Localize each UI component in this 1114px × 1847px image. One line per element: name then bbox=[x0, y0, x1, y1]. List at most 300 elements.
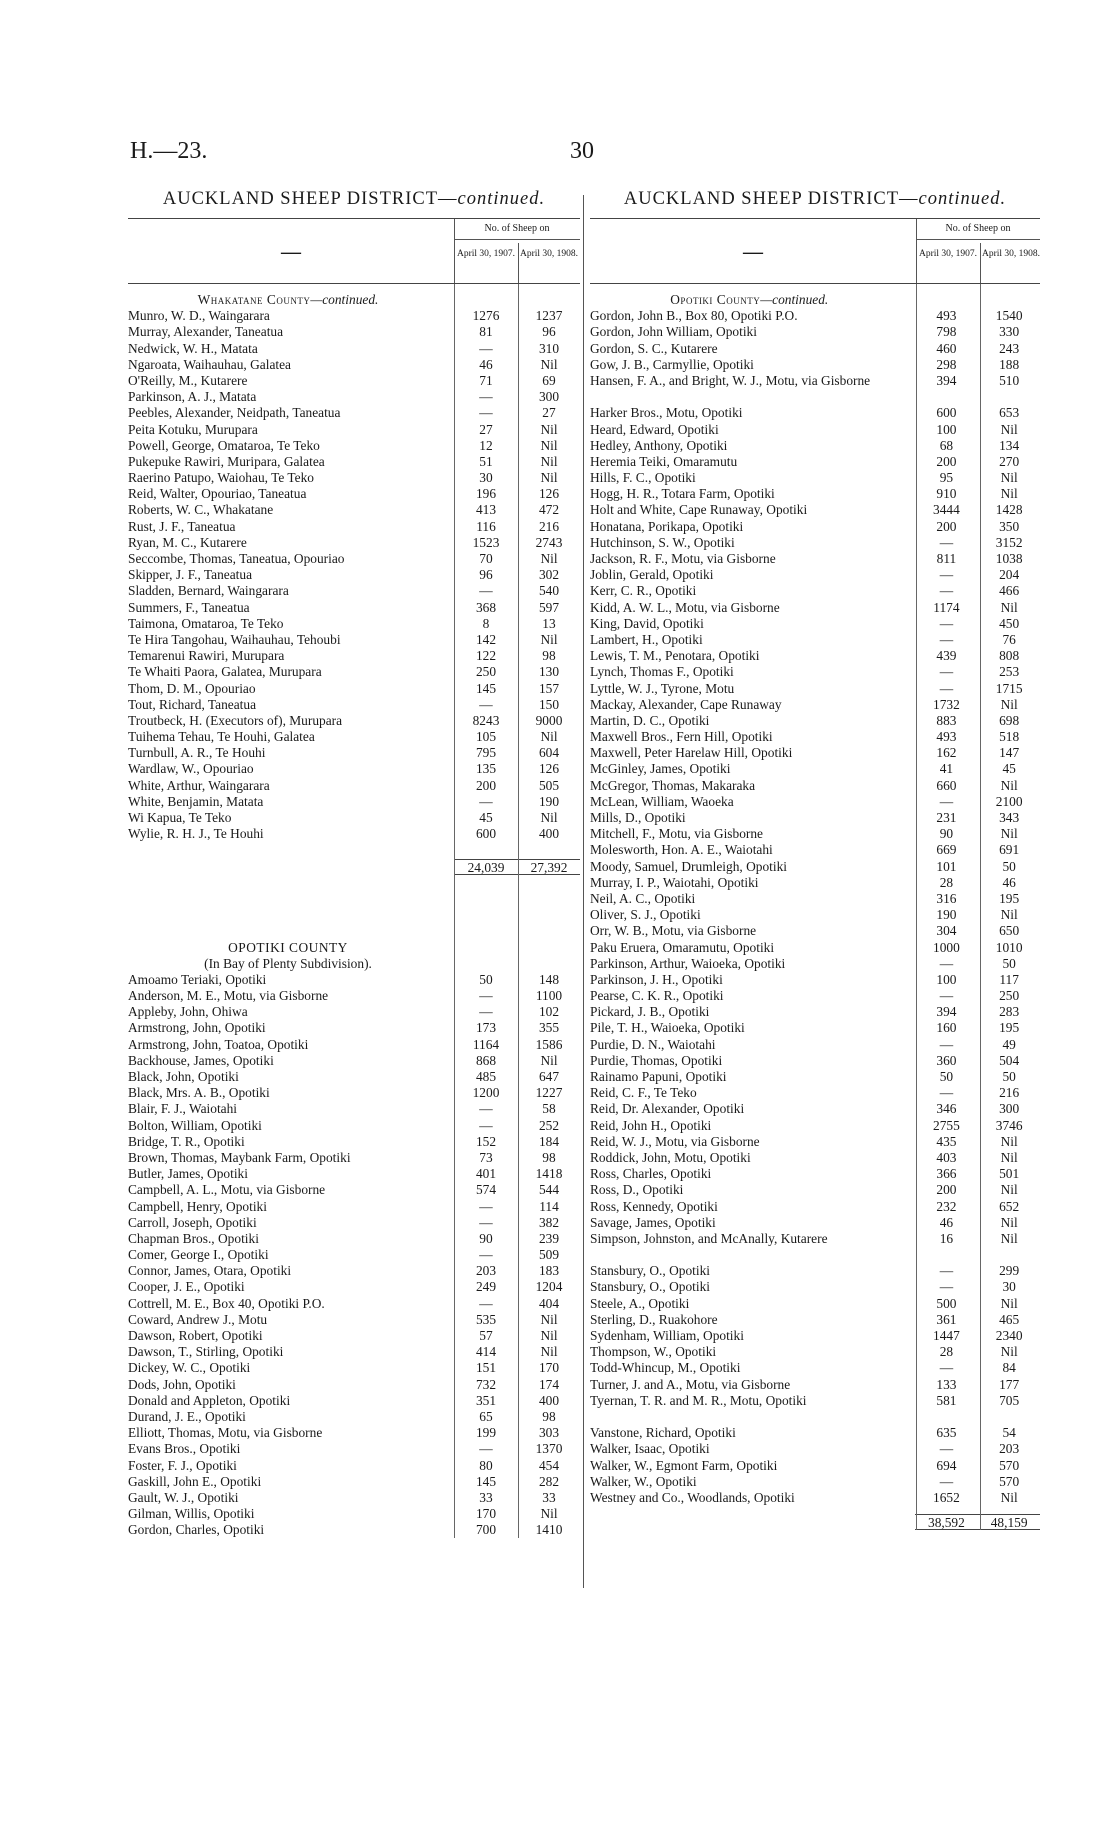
table-row bbox=[128, 502, 580, 518]
sheep-1907: 798 bbox=[936, 324, 957, 340]
owner-name: Sladden, Bernard, Waingarara bbox=[128, 583, 289, 599]
table-row bbox=[590, 1360, 1040, 1376]
table-row bbox=[590, 422, 1040, 438]
table-row bbox=[128, 1409, 580, 1425]
sheep-1908: Nil bbox=[1000, 1344, 1018, 1360]
sheep-1907: — bbox=[939, 567, 954, 583]
table-row bbox=[128, 1247, 580, 1263]
table-row bbox=[590, 1490, 1040, 1506]
sheep-1907: 68 bbox=[939, 437, 954, 453]
sheep-1907: 135 bbox=[475, 761, 497, 777]
table-row bbox=[128, 761, 580, 777]
table-row bbox=[128, 1393, 580, 1409]
sheep-1908: 46 bbox=[1002, 874, 1016, 890]
sheep-1908: Nil bbox=[1000, 1149, 1018, 1165]
sheep-1908: 1038 bbox=[995, 551, 1023, 567]
owner-name: Gilman, Willis, Opotiki bbox=[128, 1506, 255, 1522]
sheep-1908: 183 bbox=[538, 1263, 560, 1279]
sheep-1907: 173 bbox=[475, 1020, 497, 1036]
table-row bbox=[128, 988, 580, 1004]
sheep-1907: 133 bbox=[936, 1376, 957, 1392]
owner-name: Martin, D. C., Opotiki bbox=[590, 712, 710, 728]
sheep-1908: 30 bbox=[1002, 1279, 1016, 1295]
owner-name: Heremia Teiki, Omaramutu bbox=[590, 453, 738, 469]
table-row bbox=[128, 1296, 580, 1312]
county-total: 38,592 48,159 bbox=[590, 1514, 1040, 1530]
owner-name: Anderson, M. E., Motu, via Gisborne bbox=[128, 988, 329, 1004]
table-row bbox=[590, 681, 1040, 697]
owner-name: Raerino Patupo, Waiohau, Te Teko bbox=[128, 470, 314, 486]
owner-name: Seccombe, Thomas, Taneatua, Opouriao bbox=[128, 551, 345, 566]
sheep-1908: Nil bbox=[540, 421, 558, 437]
sheep-1908: 9000 bbox=[535, 712, 563, 728]
owner-name: White, Arthur, Waingarara bbox=[128, 777, 270, 793]
owner-name: Molesworth, Hon. A. E., Waiotahi bbox=[590, 842, 773, 858]
sheep-1907: 95 bbox=[939, 470, 954, 486]
table-row bbox=[128, 1150, 580, 1166]
sheep-1907: — bbox=[939, 955, 954, 971]
table-row bbox=[128, 745, 580, 761]
table-row bbox=[128, 1037, 580, 1053]
sheep-1907: — bbox=[939, 664, 954, 680]
sheep-1907: — bbox=[939, 583, 954, 599]
table-row bbox=[590, 794, 1040, 810]
sheep-1907: 71 bbox=[479, 372, 493, 388]
owner-name: Murray, I. P., Waiotahi, Opotiki bbox=[590, 874, 759, 890]
sheep-1908: 157 bbox=[538, 680, 560, 696]
table-row bbox=[128, 826, 580, 842]
owner-name: Ngaroata, Waihauhau, Galatea bbox=[128, 356, 292, 372]
table-row bbox=[590, 648, 1040, 664]
table-row bbox=[590, 616, 1040, 632]
sheep-1908: Nil bbox=[540, 356, 558, 372]
table-row bbox=[128, 1004, 580, 1020]
sheep-1908: Nil bbox=[540, 810, 558, 825]
owner-name: Wardlaw, W., Opouriao bbox=[128, 761, 254, 777]
sheep-1908: 570 bbox=[999, 1473, 1020, 1489]
sheep-1908: 216 bbox=[999, 1085, 1020, 1101]
sheep-1908: 27 bbox=[542, 405, 556, 421]
sheep-1907: 669 bbox=[936, 842, 957, 858]
table-row bbox=[128, 1166, 580, 1182]
table-row bbox=[128, 1215, 580, 1231]
sheep-1907: 101 bbox=[936, 858, 957, 874]
sheep-1908: 50 bbox=[1002, 955, 1016, 971]
sheep-1908: 350 bbox=[999, 518, 1020, 534]
owner-name: King, David, Opotiki bbox=[590, 615, 704, 631]
sheep-1908: 45 bbox=[1002, 761, 1016, 777]
owner-name: Thompson, W., Opotiki bbox=[590, 1344, 717, 1360]
sheep-1907: 795 bbox=[475, 745, 497, 761]
sheep-1908: 50 bbox=[1002, 858, 1016, 874]
sheep-1908: 1540 bbox=[995, 308, 1023, 324]
sheep-1908: 117 bbox=[999, 971, 1019, 987]
table-row bbox=[590, 1344, 1040, 1360]
owner-name: Turner, J. and A., Motu, via Gisborne bbox=[590, 1376, 791, 1392]
sheep-1908: 69 bbox=[542, 372, 556, 388]
sheep-1908: Nil bbox=[1000, 907, 1018, 923]
sheep-1908: 652 bbox=[999, 1198, 1020, 1214]
owner-name: Amoamo Teriaki, Opotiki bbox=[128, 971, 267, 987]
sheep-1907: 868 bbox=[475, 1052, 497, 1068]
sheep-1908: 400 bbox=[538, 1392, 560, 1408]
sheep-1907: — bbox=[479, 1101, 493, 1117]
sheep-1907: 460 bbox=[936, 340, 957, 356]
table-row bbox=[590, 1101, 1040, 1117]
sheep-1908: 300 bbox=[538, 389, 560, 405]
table-row bbox=[128, 697, 580, 713]
sheep-1908: Nil bbox=[540, 551, 558, 566]
sheep-1907: — bbox=[479, 583, 493, 599]
sheep-1908: 2100 bbox=[995, 793, 1023, 809]
owner-name: Te Whaiti Paora, Galatea, Murupara bbox=[128, 664, 322, 680]
table-row bbox=[128, 1458, 580, 1474]
sheep-1908: 465 bbox=[999, 1311, 1020, 1327]
owner-name: Kerr, C. R., Opotiki bbox=[590, 583, 697, 599]
sheep-1908: 597 bbox=[538, 599, 560, 615]
sheep-1907: — bbox=[939, 1279, 954, 1295]
table-row bbox=[128, 583, 580, 599]
sheep-1908: 450 bbox=[999, 615, 1020, 631]
sheep-1907: 1447 bbox=[933, 1328, 960, 1344]
sheep-1907: 122 bbox=[475, 648, 497, 664]
table-row bbox=[128, 600, 580, 616]
left-section-title: AUCKLAND SHEEP DISTRICT—continued. bbox=[162, 189, 546, 209]
sheep-1907: 600 bbox=[936, 405, 957, 421]
owner-name: Purdie, D. N., Waiotahi bbox=[590, 1036, 716, 1052]
sheep-1907: 401 bbox=[475, 1166, 497, 1182]
owner-name: Reid, John H., Opotiki bbox=[590, 1117, 712, 1133]
sheep-1907: 414 bbox=[475, 1344, 497, 1360]
table-row bbox=[590, 1199, 1040, 1215]
table-row bbox=[590, 1328, 1040, 1344]
owner-name: Gault, W. J., Opotiki bbox=[128, 1489, 239, 1505]
table-row bbox=[128, 373, 580, 389]
sheep-1907: — bbox=[479, 1117, 493, 1133]
owner-name: Sterling, D., Ruakohore bbox=[590, 1311, 718, 1327]
owner-name: Durand, J. E., Opotiki bbox=[128, 1408, 246, 1424]
table-row bbox=[590, 923, 1040, 939]
sheep-1908: 1010 bbox=[995, 939, 1023, 955]
owner-name: Todd-Whincup, M., Opotiki bbox=[590, 1360, 741, 1376]
sheep-1908: 252 bbox=[538, 1117, 560, 1133]
sheep-1908: 1100 bbox=[535, 988, 563, 1004]
table-row bbox=[590, 1458, 1040, 1474]
sheep-1907: 73 bbox=[479, 1149, 493, 1165]
sheep-1907: 346 bbox=[936, 1101, 957, 1117]
table-row bbox=[590, 859, 1040, 875]
owner-name: Murray, Alexander, Taneatua bbox=[128, 324, 284, 340]
table-row bbox=[590, 551, 1040, 567]
table-row bbox=[590, 1296, 1040, 1312]
table-row bbox=[590, 1215, 1040, 1231]
table-row bbox=[590, 1279, 1040, 1295]
owner-name: Jackson, R. F., Motu, via Gisborne bbox=[590, 551, 776, 567]
sheep-1908: 54 bbox=[1002, 1425, 1016, 1441]
page-number: 30 bbox=[570, 138, 594, 164]
sheep-1907: — bbox=[479, 1441, 493, 1457]
sheep-1907: 96 bbox=[479, 567, 493, 583]
sheep-1908: 540 bbox=[538, 583, 560, 599]
owner-name: Coward, Andrew J., Motu bbox=[128, 1311, 268, 1327]
owner-name: Appleby, John, Ohiwa bbox=[128, 1004, 248, 1020]
sheep-1908: 300 bbox=[999, 1101, 1020, 1117]
sheep-1908: 216 bbox=[538, 518, 560, 534]
sheep-1907: 90 bbox=[939, 826, 954, 842]
sheep-1907: 41 bbox=[939, 761, 954, 777]
sheep-1907: 160 bbox=[936, 1020, 957, 1036]
sheep-1908: Nil bbox=[540, 1506, 558, 1522]
sheep-1907: — bbox=[479, 988, 493, 1004]
sheep-1908: Nil bbox=[1000, 1489, 1018, 1505]
sheep-1907: 1164 bbox=[472, 1036, 500, 1052]
sheep-1907: 199 bbox=[475, 1425, 497, 1441]
sheep-1907: 50 bbox=[479, 971, 493, 987]
sheep-1907: 28 bbox=[939, 874, 954, 890]
table-row bbox=[590, 1037, 1040, 1053]
owner-name: Blair, F. J., Waiotahi bbox=[128, 1101, 238, 1117]
table-row bbox=[128, 357, 580, 373]
sheep-1907: — bbox=[939, 1085, 954, 1101]
owner-name: Peita Kotuku, Murupara bbox=[128, 421, 258, 437]
sheep-1908: 147 bbox=[999, 745, 1020, 761]
table-row bbox=[590, 519, 1040, 535]
table-row bbox=[590, 1393, 1040, 1425]
sheep-1907: 45 bbox=[479, 810, 493, 825]
table-row bbox=[590, 778, 1040, 794]
table-row bbox=[128, 1020, 580, 1036]
sheep-1907: — bbox=[939, 1473, 954, 1489]
sheep-1907: — bbox=[479, 1214, 493, 1230]
table-row bbox=[128, 438, 580, 454]
sheep-1908: 466 bbox=[999, 583, 1020, 599]
owner-name: Tuihema Tehau, Te Houhi, Galatea bbox=[128, 729, 315, 745]
owner-name: Mitchell, F., Motu, via Gisborne bbox=[590, 826, 763, 842]
sheep-1907: 80 bbox=[479, 1457, 493, 1473]
sheep-1907: 1523 bbox=[472, 534, 500, 550]
sheep-1907: 105 bbox=[475, 729, 497, 745]
owner-name: Black, John, Opotiki bbox=[128, 1069, 239, 1084]
table-row bbox=[590, 324, 1040, 340]
sheep-1908: 253 bbox=[999, 664, 1020, 680]
sheep-1907: 57 bbox=[479, 1328, 493, 1343]
table-row bbox=[590, 405, 1040, 421]
sheep-1907: 152 bbox=[475, 1133, 497, 1149]
sheep-1908: 184 bbox=[538, 1133, 560, 1149]
table-row bbox=[128, 1441, 580, 1457]
sheep-1907: 200 bbox=[936, 453, 957, 469]
owner-name: Dawson, Robert, Opotiki bbox=[128, 1328, 263, 1343]
owner-name: Pearse, C. K. R., Opotiki bbox=[590, 988, 724, 1004]
sheep-1908: 126 bbox=[538, 486, 560, 502]
table-row bbox=[128, 1425, 580, 1441]
owner-name: Hutchinson, S. W., Opotiki bbox=[590, 534, 735, 550]
sheep-1907: 1652 bbox=[933, 1489, 960, 1505]
owner-name: Hedley, Anthony, Opotiki bbox=[590, 437, 728, 453]
sheep-1908: Nil bbox=[540, 437, 558, 453]
sheep-1908: 2340 bbox=[995, 1328, 1023, 1344]
table-row bbox=[128, 681, 580, 697]
sheep-1907: 51 bbox=[479, 453, 493, 469]
owner-name: Hills, F. C., Opotiki bbox=[590, 470, 696, 486]
table-row bbox=[590, 729, 1040, 745]
header-dash: — bbox=[743, 241, 763, 263]
county-subheading: (In Bay of Plenty Subdivision). bbox=[204, 955, 372, 971]
table-row bbox=[590, 907, 1040, 923]
sheep-1908: 1586 bbox=[535, 1036, 563, 1052]
sheep-1908: 404 bbox=[538, 1295, 560, 1311]
left-table-header bbox=[128, 218, 580, 284]
sheep-1908: 190 bbox=[538, 793, 560, 809]
owner-name: Butler, James, Opotiki bbox=[128, 1166, 248, 1182]
owner-name: Backhouse, James, Opotiki bbox=[128, 1052, 274, 1068]
sheep-1907: 500 bbox=[936, 1295, 957, 1311]
table-row bbox=[128, 1118, 580, 1134]
sheep-1907: 1000 bbox=[933, 939, 960, 955]
sheep-1908: Nil bbox=[1000, 1295, 1018, 1311]
owner-name: Cooper, J. E., Opotiki bbox=[128, 1279, 245, 1295]
sheep-1908: 239 bbox=[538, 1230, 560, 1246]
owner-name: Black, Mrs. A. B., Opotiki bbox=[128, 1085, 270, 1101]
sheep-1908: Nil bbox=[540, 470, 558, 486]
sheep-1908: 330 bbox=[999, 324, 1020, 340]
sheep-1908: 148 bbox=[538, 971, 560, 987]
owner-name: Brown, Thomas, Maybank Farm, Opotiki bbox=[128, 1149, 351, 1165]
table-row bbox=[128, 551, 580, 567]
sheep-1907: 1732 bbox=[933, 696, 960, 712]
owner-name: Orr, W. B., Motu, via Gisborne bbox=[590, 923, 757, 939]
sheep-1908: 400 bbox=[538, 826, 560, 842]
owner-name: Temarenui Rawiri, Murupara bbox=[128, 648, 285, 664]
owner-name: Roberts, W. C., Whakatane bbox=[128, 502, 274, 518]
sheep-1908: 653 bbox=[999, 405, 1020, 421]
owner-name: Peebles, Alexander, Neidpath, Taneatua bbox=[128, 405, 341, 421]
sheep-1907: 8 bbox=[482, 615, 490, 631]
owner-name: Maxwell Bros., Fern Hill, Opotiki bbox=[590, 729, 773, 745]
sheep-1907: — bbox=[479, 405, 493, 421]
table-row bbox=[590, 745, 1040, 761]
table-row bbox=[128, 1344, 580, 1360]
owner-name: White, Benjamin, Matata bbox=[128, 793, 264, 809]
sheep-1907: 535 bbox=[475, 1311, 497, 1327]
table-row bbox=[128, 1101, 580, 1117]
owner-name: Mackay, Alexander, Cape Runaway bbox=[590, 696, 782, 712]
owner-name: Comer, George I., Opotiki bbox=[128, 1247, 269, 1263]
sheep-1907: 1200 bbox=[472, 1085, 500, 1101]
table-row bbox=[128, 729, 580, 745]
owner-name: Evans Bros., Opotiki bbox=[128, 1441, 241, 1457]
owner-name: Connor, James, Otara, Opotiki bbox=[128, 1263, 292, 1279]
sheep-1907: 883 bbox=[936, 712, 957, 728]
sheep-1907: 232 bbox=[936, 1198, 957, 1214]
sheep-1907: 435 bbox=[936, 1133, 957, 1149]
owner-name: Ryan, M. C., Kutarere bbox=[128, 534, 247, 550]
sheep-1907: 46 bbox=[479, 356, 493, 372]
sheep-1908: 472 bbox=[538, 502, 560, 518]
col-1908-header: April 30, 1908. bbox=[981, 249, 1041, 259]
table-row bbox=[128, 794, 580, 810]
owner-name: Pukepuke Rawiri, Muripara, Galatea bbox=[128, 453, 325, 469]
sheep-1908: Nil bbox=[540, 1311, 558, 1327]
sheep-1908: 98 bbox=[542, 1149, 556, 1165]
table-row bbox=[128, 713, 580, 729]
table-row bbox=[128, 486, 580, 502]
owner-name: Reid, Walter, Opouriao, Taneatua bbox=[128, 486, 307, 502]
sheep-1908: 150 bbox=[538, 696, 560, 712]
table-row bbox=[590, 697, 1040, 713]
sheep-1907: — bbox=[479, 1295, 493, 1311]
table-row bbox=[128, 1182, 580, 1198]
sheep-1908: 808 bbox=[999, 648, 1020, 664]
sheep-1908: 510 bbox=[999, 372, 1020, 388]
sheep-1908: 58 bbox=[542, 1101, 556, 1117]
owner-name: Parkinson, Arthur, Waioeka, Opotiki bbox=[590, 955, 786, 971]
sheep-1908: 302 bbox=[538, 567, 560, 583]
owner-name: Lewis, T. M., Penotara, Opotiki bbox=[590, 648, 760, 664]
table-row bbox=[128, 519, 580, 535]
sheep-1908: Nil bbox=[1000, 696, 1018, 712]
table-row bbox=[590, 1118, 1040, 1134]
sheep-1908: 170 bbox=[538, 1360, 560, 1376]
table-row bbox=[128, 1134, 580, 1150]
owner-name: Walker, Isaac, Opotiki bbox=[590, 1441, 710, 1457]
sheep-1907: — bbox=[939, 793, 954, 809]
table-row bbox=[590, 1069, 1040, 1085]
table-row bbox=[590, 502, 1040, 518]
table-row bbox=[128, 778, 580, 794]
table-row bbox=[128, 1231, 580, 1247]
sheep-1908: Nil bbox=[1000, 421, 1018, 437]
table-row bbox=[128, 1279, 580, 1295]
county-heading: Opotiki County—continued. bbox=[670, 292, 829, 307]
owner-name: Gordon, S. C., Kutarere bbox=[590, 340, 718, 356]
owner-name: McGregor, Thomas, Makaraka bbox=[590, 777, 756, 793]
table-row bbox=[590, 891, 1040, 907]
sheep-1908: 509 bbox=[538, 1247, 560, 1263]
header-dash: — bbox=[281, 241, 301, 263]
table-row bbox=[590, 535, 1040, 551]
sheep-1907: 366 bbox=[936, 1166, 957, 1182]
sheep-1907: 151 bbox=[475, 1360, 497, 1376]
owner-name: Sydenham, William, Opotiki bbox=[590, 1328, 744, 1344]
owner-name: Gordon, John William, Opotiki bbox=[590, 324, 757, 340]
table-row bbox=[128, 616, 580, 632]
sheep-1908: 647 bbox=[538, 1069, 560, 1084]
sheep-1907: 635 bbox=[936, 1425, 957, 1441]
sheep-1908: 1715 bbox=[995, 680, 1023, 696]
owner-name: Westney and Co., Woodlands, Opotiki bbox=[590, 1489, 795, 1505]
sheep-1908: 114 bbox=[539, 1198, 559, 1214]
owner-name: Oliver, S. J., Opotiki bbox=[590, 907, 701, 923]
sheep-1908: 33 bbox=[542, 1489, 556, 1505]
sheep-1907: — bbox=[479, 389, 493, 405]
owner-name: Purdie, Thomas, Opotiki bbox=[590, 1052, 723, 1068]
sheep-1907: 732 bbox=[475, 1376, 497, 1392]
owner-name: Skipper, J. F., Taneatua bbox=[128, 567, 253, 583]
sheep-label: No. of Sheep on bbox=[454, 223, 580, 240]
sheep-1907: 65 bbox=[479, 1408, 493, 1424]
sheep-1907: 360 bbox=[936, 1052, 957, 1068]
owner-name: Tout, Richard, Taneatua bbox=[128, 696, 257, 712]
sheep-1907: — bbox=[479, 1198, 493, 1214]
sheep-1908: 355 bbox=[538, 1020, 560, 1036]
owner-name: Lynch, Thomas F., Opotiki bbox=[590, 664, 734, 680]
sheep-1908: 1428 bbox=[995, 502, 1023, 518]
table-row bbox=[128, 648, 580, 664]
county-heading: Whakatane County—continued. bbox=[197, 292, 379, 307]
owner-name: Joblin, Gerald, Opotiki bbox=[590, 567, 714, 583]
sheep-1907: — bbox=[479, 793, 493, 809]
